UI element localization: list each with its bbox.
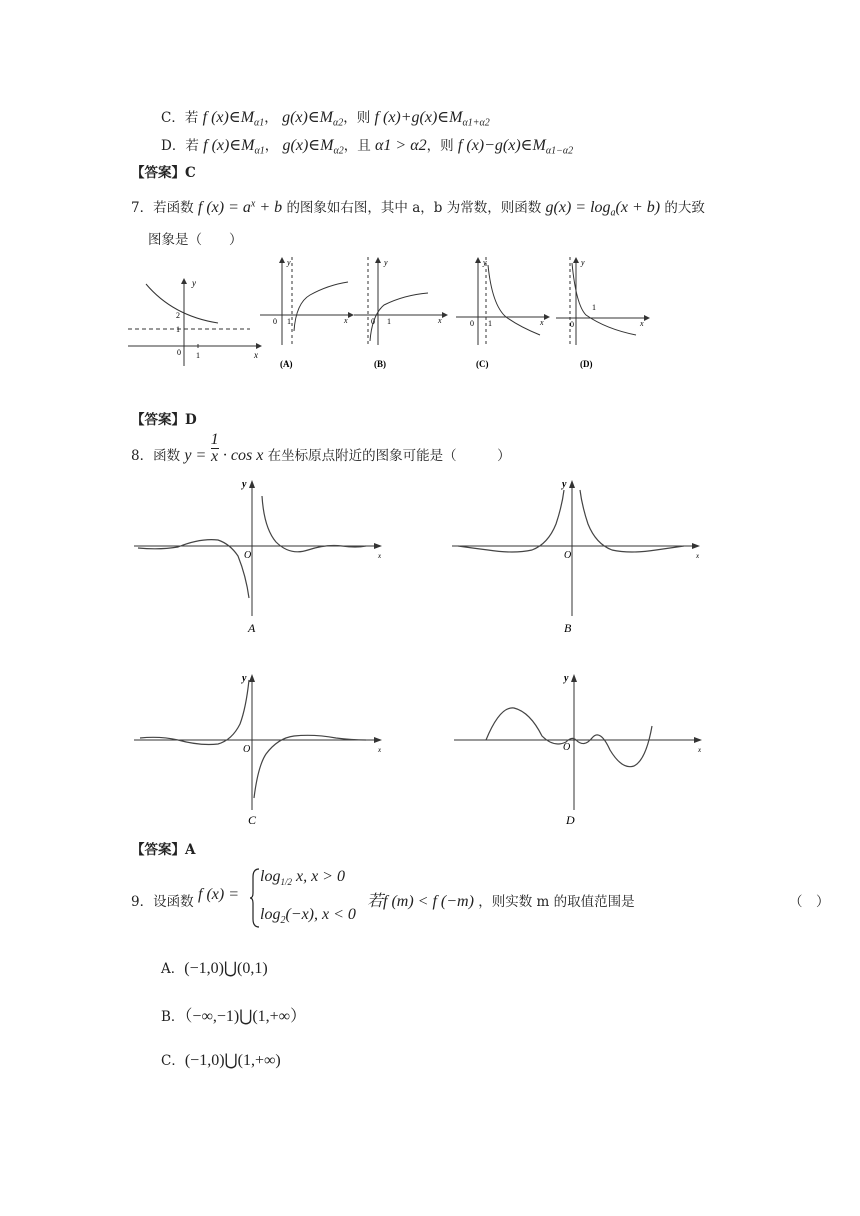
q7-g-sub: a <box>610 207 616 219</box>
q6-d-sub1: α1 <box>254 145 265 157</box>
q7-b-o: 0 <box>371 317 375 326</box>
q7-option-a-graph <box>260 255 356 370</box>
q9-f-pre: f (x) = <box>198 886 239 903</box>
q7-d-label: (D) <box>580 359 593 369</box>
q6-d-cond-pre: ，且 <box>343 138 371 154</box>
q9-case1-tail: x, x > 0 <box>291 868 345 885</box>
q9-a-label: A． <box>161 961 185 977</box>
q6-d-sub2: α2 <box>333 145 344 157</box>
q7-number: 7．若函数 <box>131 200 194 216</box>
q8-answer: 【答案】A <box>131 842 196 858</box>
q9-option-c <box>161 1049 281 1070</box>
q7-c-y: y <box>483 258 487 267</box>
q7-answer: 【答案】D <box>131 412 197 428</box>
q7-d-x: x <box>640 319 644 328</box>
q6-c-then: ，则 <box>343 110 371 126</box>
q7-given-o: 0 <box>177 348 181 357</box>
q7-a-one: 1 <box>287 317 291 326</box>
q7-a-x: x <box>344 316 348 325</box>
q8-c-x: x <box>378 746 382 754</box>
q9-case1-log: log <box>260 868 281 885</box>
q6-c-sub3: α1+α2 <box>462 117 490 129</box>
q7-b-label: (B) <box>374 359 386 369</box>
q6-d-sep: ， <box>264 138 279 154</box>
q6-d-label: D．若 <box>161 138 199 154</box>
q6-d-f: f (x)∈M <box>203 137 255 154</box>
q8-c-y: y <box>242 673 247 684</box>
q7-d-y: y <box>581 258 585 267</box>
q9-case2-log: log <box>260 906 281 923</box>
q8-graph-c <box>130 670 390 830</box>
q9-stem <box>367 888 635 911</box>
q8-fraction <box>211 432 219 465</box>
q9-option-b <box>161 1003 306 1026</box>
q9-case1-sub: 1/2 <box>280 877 292 888</box>
q7-g-formula: g(x) = log <box>545 199 611 216</box>
q6-option-d <box>161 134 573 157</box>
q7-option-b-graph <box>354 255 450 370</box>
q7-mid: 的图象如右图，其中 a，b 为常数，则函数 <box>286 200 542 216</box>
q6-d-sub3: α1−α2 <box>545 145 574 157</box>
q7-stem <box>131 196 705 219</box>
q8-b-x: x <box>696 552 700 560</box>
q8-formula-pre: y = <box>184 447 207 464</box>
q7-b-y: y <box>384 258 388 267</box>
q7-f-formula: f (x) = a <box>197 199 251 216</box>
q9-case1 <box>260 868 345 887</box>
q7-c-label: (C) <box>476 359 489 369</box>
q6-c-sub2: α2 <box>333 117 344 129</box>
q9-option-a <box>161 957 268 978</box>
q8-frac-den: x <box>211 448 219 465</box>
q6-d-then: ，则 <box>426 138 454 154</box>
q7-given-x1: 1 <box>196 351 200 360</box>
q6-c-expr: f (x)+g(x)∈M <box>374 109 463 126</box>
q6-answer: 【答案】C <box>131 165 196 181</box>
q8-frac-num: 1 <box>210 431 219 448</box>
q8-b-label: B <box>564 621 572 635</box>
q7-c-one: 1 <box>488 319 492 328</box>
q7-given-t1: 1 <box>176 325 180 334</box>
q7-end: 的大致 <box>664 200 705 216</box>
q6-d-expr: f (x)−g(x)∈M <box>457 137 546 154</box>
q6-option-c <box>161 106 490 129</box>
q8-d-o: O <box>563 742 571 753</box>
q7-c-o: 0 <box>470 319 474 328</box>
q8-stem <box>131 432 511 472</box>
q8-a-label: A <box>248 621 256 635</box>
q7-option-d-graph <box>556 255 652 370</box>
q8-number: 8．函数 <box>131 448 181 464</box>
q7-a-o: 0 <box>273 317 277 326</box>
q9-c-label: C． <box>161 1053 185 1069</box>
q9-case2-sub: 2 <box>280 915 286 927</box>
q9-b-value: （−∞,−1)⋃(1,+∞） <box>184 1008 307 1025</box>
q6-d-g: g(x)∈M <box>282 137 334 154</box>
q7-d-one: 1 <box>592 303 596 312</box>
q9-case2 <box>260 906 356 926</box>
q7-b-one: 1 <box>387 317 391 326</box>
q7-d-o: 0 <box>570 320 574 329</box>
q8-d-x: x <box>698 746 702 754</box>
q8-formula-post: · cos x <box>222 447 264 464</box>
q7-g-tail: (x + b) <box>615 199 661 216</box>
q7-f-sup: x <box>250 198 256 210</box>
q8-b-o: O <box>564 550 572 561</box>
q8-c-label: C <box>248 813 257 827</box>
q7-f-tail: + b <box>255 199 283 216</box>
q8-graph-a <box>130 476 390 636</box>
q6-c-sep: ， <box>264 110 278 126</box>
q6-c-g: g(x)∈M <box>282 109 333 126</box>
q9-number: 9．设函数 <box>131 894 194 910</box>
q6-c-f: f (x)∈M <box>202 109 255 126</box>
q7-c-x: x <box>540 318 544 327</box>
q9-case2-tail: (−x), x < 0 <box>285 906 356 923</box>
q7-given-y: y <box>192 278 196 288</box>
q7-stem-line2: 图象是（ ） <box>148 232 243 248</box>
q6-c-label: C．若 <box>161 110 199 126</box>
q8-c-o: O <box>243 744 251 755</box>
q8-a-x: x <box>378 552 382 560</box>
q8-a-y: y <box>242 479 247 490</box>
q9-c-value: (−1,0)⋃(1,+∞) <box>184 1052 281 1069</box>
q7-given-t2: 2 <box>176 311 180 320</box>
q6-c-sub1: α1 <box>254 117 265 129</box>
q7-b-x: x <box>438 316 442 325</box>
q9-text: ，则实数 m 的取值范围是 <box>478 894 635 910</box>
q9-paren: （ ） <box>789 894 830 910</box>
q7-a-label: (A) <box>280 359 293 369</box>
q9-a-value: (−1,0)⋃(0,1) <box>184 960 268 977</box>
q8-text: 在坐标原点附近的图象可能是（ ） <box>267 448 511 464</box>
q8-a-o: O <box>244 550 252 561</box>
q8-graph-b <box>448 476 708 636</box>
q8-graph-d <box>450 670 710 830</box>
q8-b-y: y <box>562 479 567 490</box>
q6-d-cond: α1 > α2 <box>375 137 427 154</box>
q9-b-label: B． <box>161 1009 185 1025</box>
q7-given-x: x <box>254 350 258 360</box>
q7-given-graph <box>128 276 263 371</box>
q9-cond: 若f (m) < f (−m) <box>367 893 474 910</box>
q8-d-label: D <box>566 813 575 827</box>
q8-d-y: y <box>564 673 569 684</box>
q7-a-y: y <box>287 258 291 267</box>
q7-option-c-graph <box>456 255 552 370</box>
